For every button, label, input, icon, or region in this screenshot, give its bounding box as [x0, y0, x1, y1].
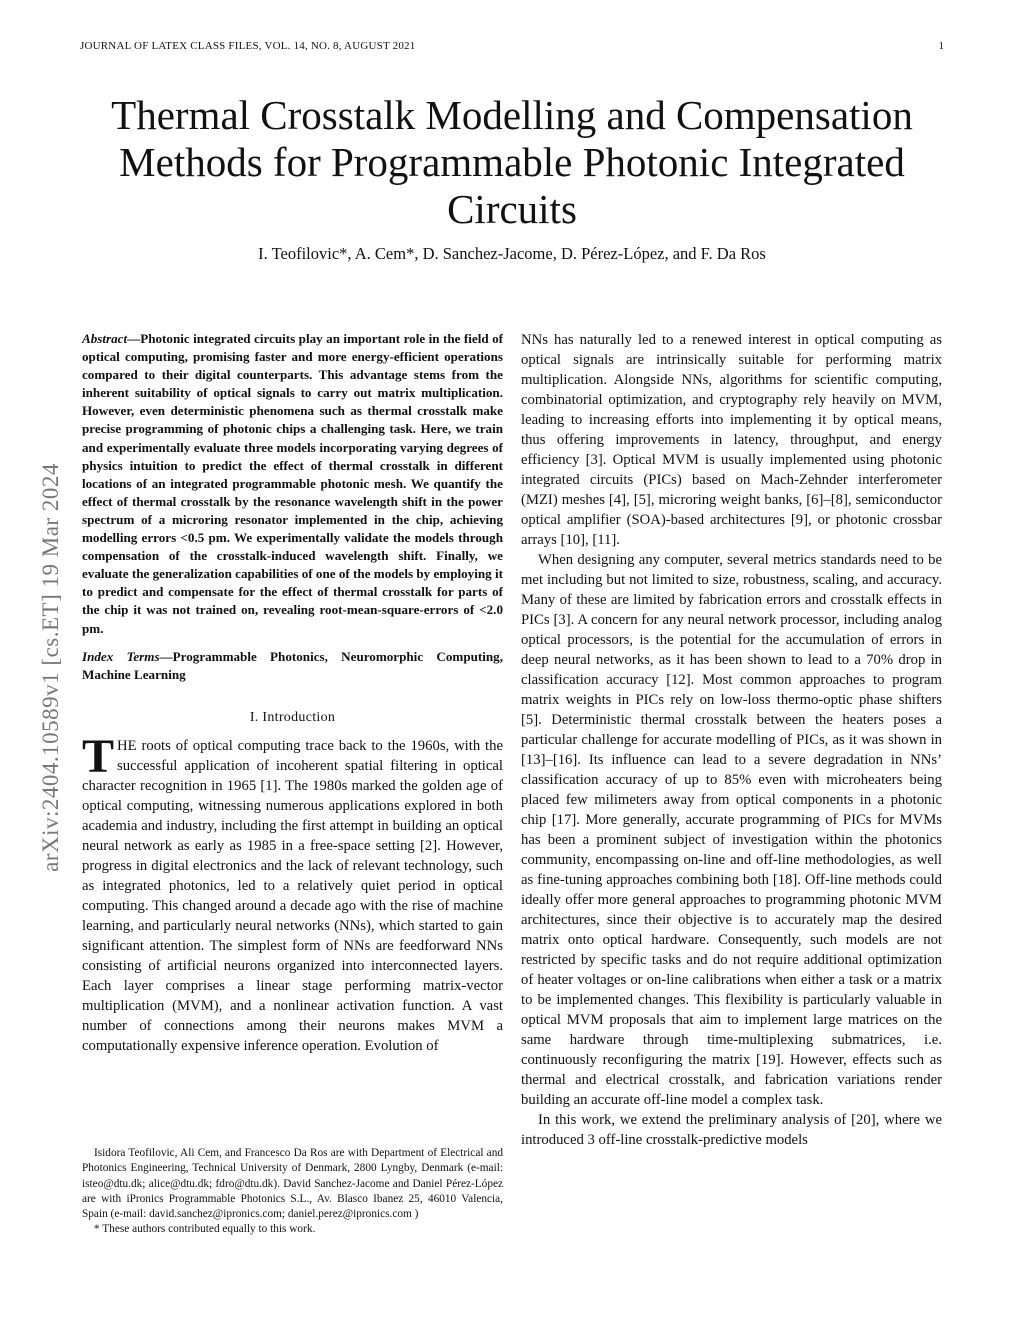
drop-cap: T [82, 729, 115, 783]
intro-paragraph-2: When designing any computer, several metrics standards need to be met including but not limited to size, robustness, scaling, and accuracy. Many of these are limited by fabrication errors and crosstalk effects in PICs [3]. A concern for any neural network processor, including analog optical processors, is the potential for the accumulation of errors in deep neural networks, as it has been shown to lead to a 70% drop in classification accuracy [12]. Most common approaches to program matrix weights in PICs rely on low-loss thermo-optic phase shifters [5]. Deterministic thermal crosstalk between the heaters poses a particular challenge for accurate modelling of PICs, as it was shown in [13]–[16]. Its influence can lead to a severe degradation in NNs’ classification accuracy of up to 85% even with microheaters being placed few milimeters away from optical components in a photonic chip [17]. More generally, accurate programming of PICs for MVMs has been a prominent subject of investigation within the photonics community, encompassing on-line and off-line methodologies, as well as fine-tuning approaches combining both [18]. Off-line methods could ideally offer more general approaches to programming photonic MVM architectures, since their objective is to accurately map the desired matrix onto optical hardware. Consequently, such models are not restricted by specific tasks and do not require additional optimization of heater voltages or on-line calibrations when either a task or a matrix to be implemented changes. This flexibility is particularly valuable in optical MVM proposals that aim to implement large matrices on the same hardware through time-multiplexing submatrices, i.e. continuously reconfiguring the matrix [19]. However, effects such as thermal and electrical crosstalk, and fabrication variations render building an accurate off-line model a complex task. [521, 552, 942, 1108]
index-terms-text: —Programmable Photonics, Neuromorphic Computing, Machine Learning [82, 648, 503, 682]
intro-paragraph-1-continued: NNs has naturally led to a renewed interest in optical computing as optical signals are intrinsically suitable for performing matrix multiplication. Alongside NNs, algorithms for scientific computing, combinatorial optimization, and cryptography rely heavily on MVM, leading to increasing efforts into implementing it by optical means, thus offering improvements in latency, throughput, and energy efficiency [3]. Optical MVM is usually implemented using photonic integrated circuits (PICs) based on Mach-Zehnder interferometer (MZI) meshes [4], [5], microring weight banks, [6]–[8], semiconductor optical amplifier (SOA)-based architectures [9], or photonic crossbar arrays [10], [11]. [521, 332, 942, 548]
intro-paragraph-3: In this work, we extend the preliminary analysis of [20], where we introduced 3 off-line crosstalk-predictive models [521, 1112, 942, 1148]
intro-paragraph-1 [82, 729, 503, 1056]
abstract-label: Abstract [82, 331, 128, 346]
left-column [82, 330, 503, 1056]
abstract-text: —Photonic integrated circuits play an important role in the field of optical computing, promising faster and more energy-efficient operations compared to their digital counterparts. This advantage stems from the inherent suitability of optical signals to carry out matrix multiplication. However, even deterministic phenomena such as thermal crosstalk make precise programming of photonic chips a challenging task. Here, we train and experimentally evaluate three models incorporating varying degrees of physics intuition to predict the effect of thermal crosstalk in different locations of an integrated programmable photonic mesh. We quantify the effect of thermal crosstalk by the resonance wavelength shift in the power spectrum of a microring resonator implemented in the chip, achieving modelling errors <0.5 pm. We experimentally validate the models through compensation of the crosstalk-induced wavelength shift. Finally, we evaluate the generalization capabilities of one of the models by employing it to predict and compensate for the effect of thermal crosstalk for parts of the chip it was not trained on, revealing root-mean-square-errors of <2.0 pm. [82, 331, 503, 636]
equal-contribution-footnote: * These authors contributed equally to this work. [94, 1223, 316, 1236]
index-terms-label: Index Terms [82, 648, 160, 664]
footnotes [82, 1146, 503, 1238]
paper-title: Thermal Crosstalk Modelling and Compensation Methods for Programmable Photonic Integrated Circuits [111, 92, 913, 232]
affiliation-footnote: Isidora Teofilovic, Ali Cem, and Francesco Da Ros are with Department of Electrical and Photonics Engineering, Technical University of Denmark, 2800 Lyngby, Denmark (e-mail: isteo@dtu.dk; alice@dtu.dk; fdro@dtu.dk). David Sanchez-Jacome and Daniel Pérez-López are with iPronics Programmable Photonics S.L., Av. Blasco Ibanez 25, 46010 Valencia, Spain (e-mail: david.sanchez@ipronics.com; daniel.perez@ipronics.com ) [82, 1147, 503, 1221]
intro-paragraph-1-text: HE roots of optical computing trace back to the 1960s, with the successful application of incoherent spatial filtering in optical character recognition in 1965 [1]. The 1980s marked the golden age of optical computing, witnessing numerous applications explored in both academia and industry, including the first attempt in building an optical neural network as early as 1985 in a free-space setting [2]. However, progress in digital electronics and the lack of relevant technology, such as integrated photonics, led to a relatively quiet period in optical computing. This changed around a decade ago with the rise of machine learning, and particularly neural networks (NNs), which started to gain significant attention. The simplest form of NNs are feedforward NNs consisting of artificial neurons organized into interconnected layers. Each layer comprises a linear stage performing matrix-vector multiplication (MVM), and a nonlinear activation function. A vast number of connections among their neurons makes MVM a computationally expensive inference operation. Evolution of [82, 737, 503, 1054]
arxiv-side-stamp: arXiv:2404.10589v1 [cs.ET] 19 Mar 2024 [38, 463, 63, 872]
author-list: I. Teofilovic*, A. Cem*, D. Sanchez-Jacome, D. Pérez-López, and F. Da Ros [258, 244, 766, 263]
index-terms [82, 648, 503, 684]
running-header: JOURNAL OF LATEX CLASS FILES, VOL. 14, NO. 8, AUGUST 2021 [80, 40, 416, 52]
right-column [521, 330, 942, 1150]
section-heading: I. Introduction [249, 709, 336, 725]
abstract [82, 330, 503, 638]
page-number: 1 [938, 40, 944, 52]
